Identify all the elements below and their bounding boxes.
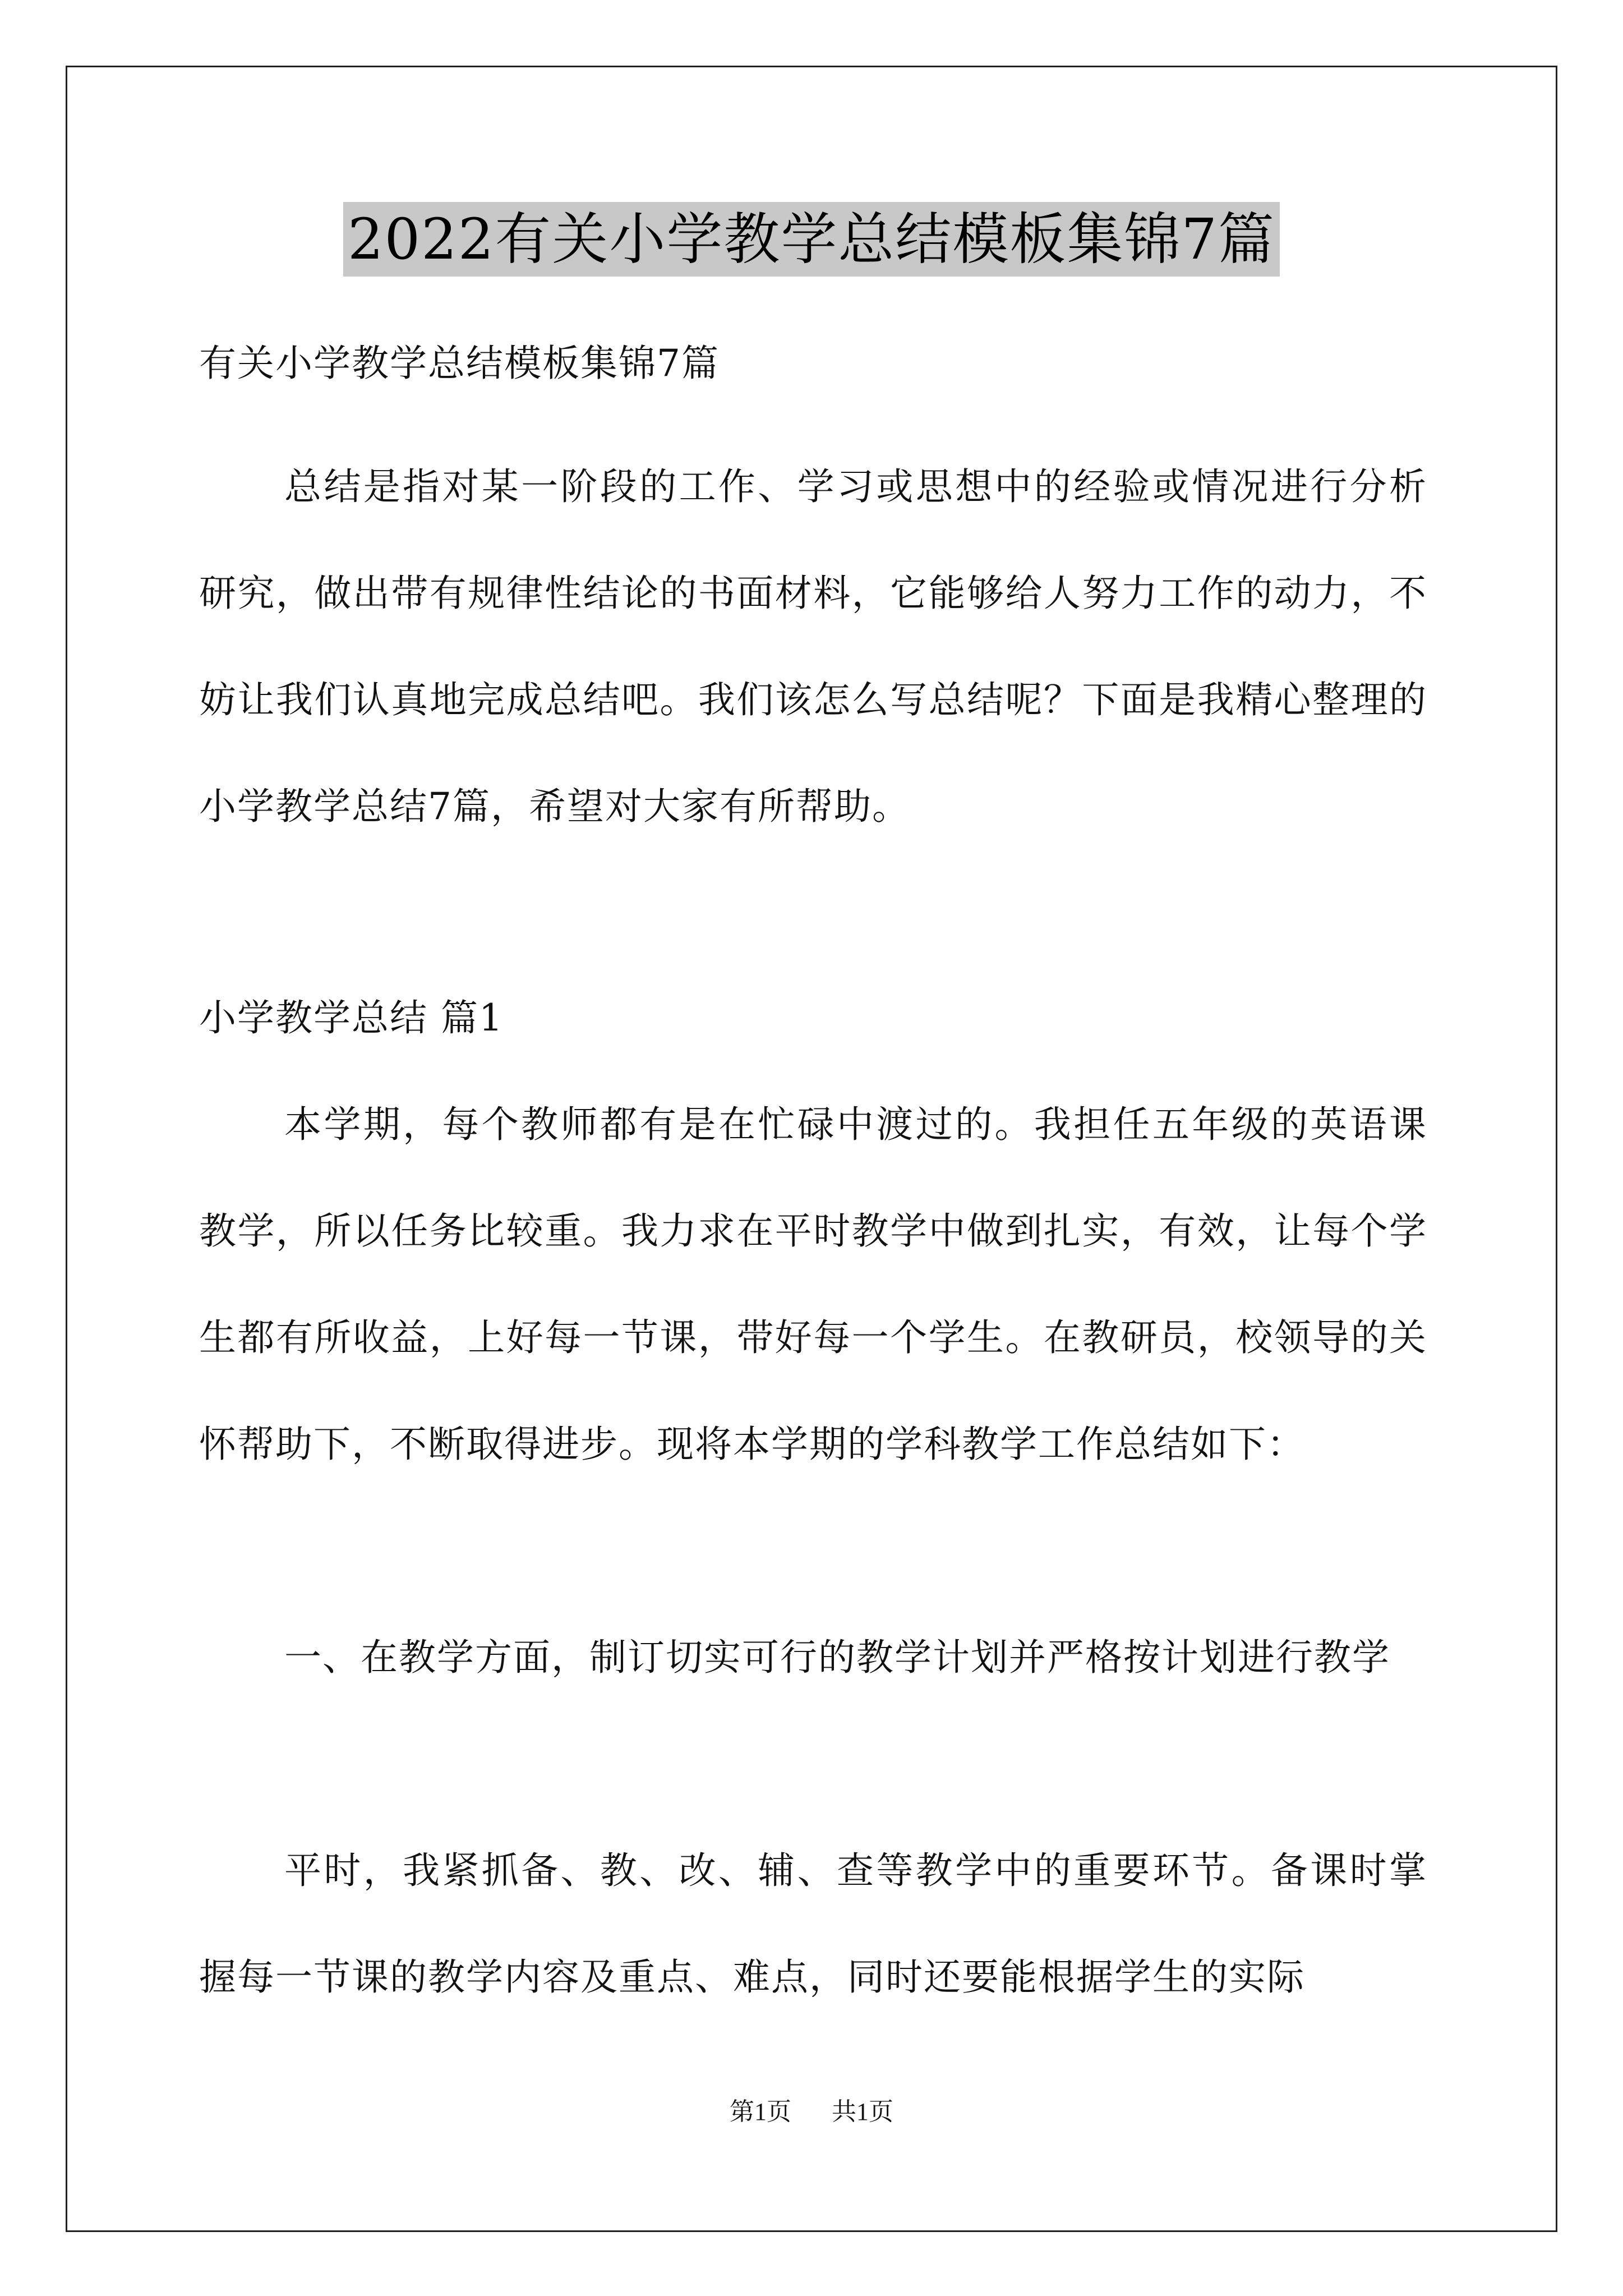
document-title: 2022有关小学教学总结模板集锦7篇 — [343, 202, 1280, 277]
document-subtitle: 有关小学教学总结模板集锦7篇 — [199, 342, 720, 385]
body-paragraph: 一、在教学方面，制订切实可行的教学计划并严格按计划进行教学 — [284, 1636, 1390, 1679]
body-paragraph: 本学期，每个教师都有是在忙碌中渡过的。我担任五年级的英语课教学，所以任务比较重。我力求在平时教学中做到扎实，有效，让每个学生都有所收益，上好每一节课，带好每一个学生。在教研员，校领导的关怀帮助下，不断取得进步。现将本学期的学科教学工作总结如下： — [199, 1103, 1427, 1466]
page-number-total: 共1页 — [832, 2098, 893, 2125]
title-container — [0, 202, 1623, 277]
page-footer — [0, 2091, 1623, 2127]
page-number-current: 第1页 — [730, 2098, 791, 2125]
section-heading: 小学教学总结 篇1 — [199, 996, 504, 1039]
body-paragraph: 平时，我紧抓备、教、改、辅、查等教学中的重要环节。备课时掌握每一节课的教学内容及重点、难点，同时还要能根据学生的实际 — [199, 1849, 1427, 1999]
intro-paragraph: 总结是指对某一阶段的工作、学习或思想中的经验或情况进行分析研究，做出带有规律性结论的书面材料，它能够给人努力工作的动力，不妨让我们认真地完成总结吧。我们该怎么写总结呢？下面是我精心整理的小学教学总结7篇，希望对大家有所帮助。 — [199, 465, 1427, 828]
